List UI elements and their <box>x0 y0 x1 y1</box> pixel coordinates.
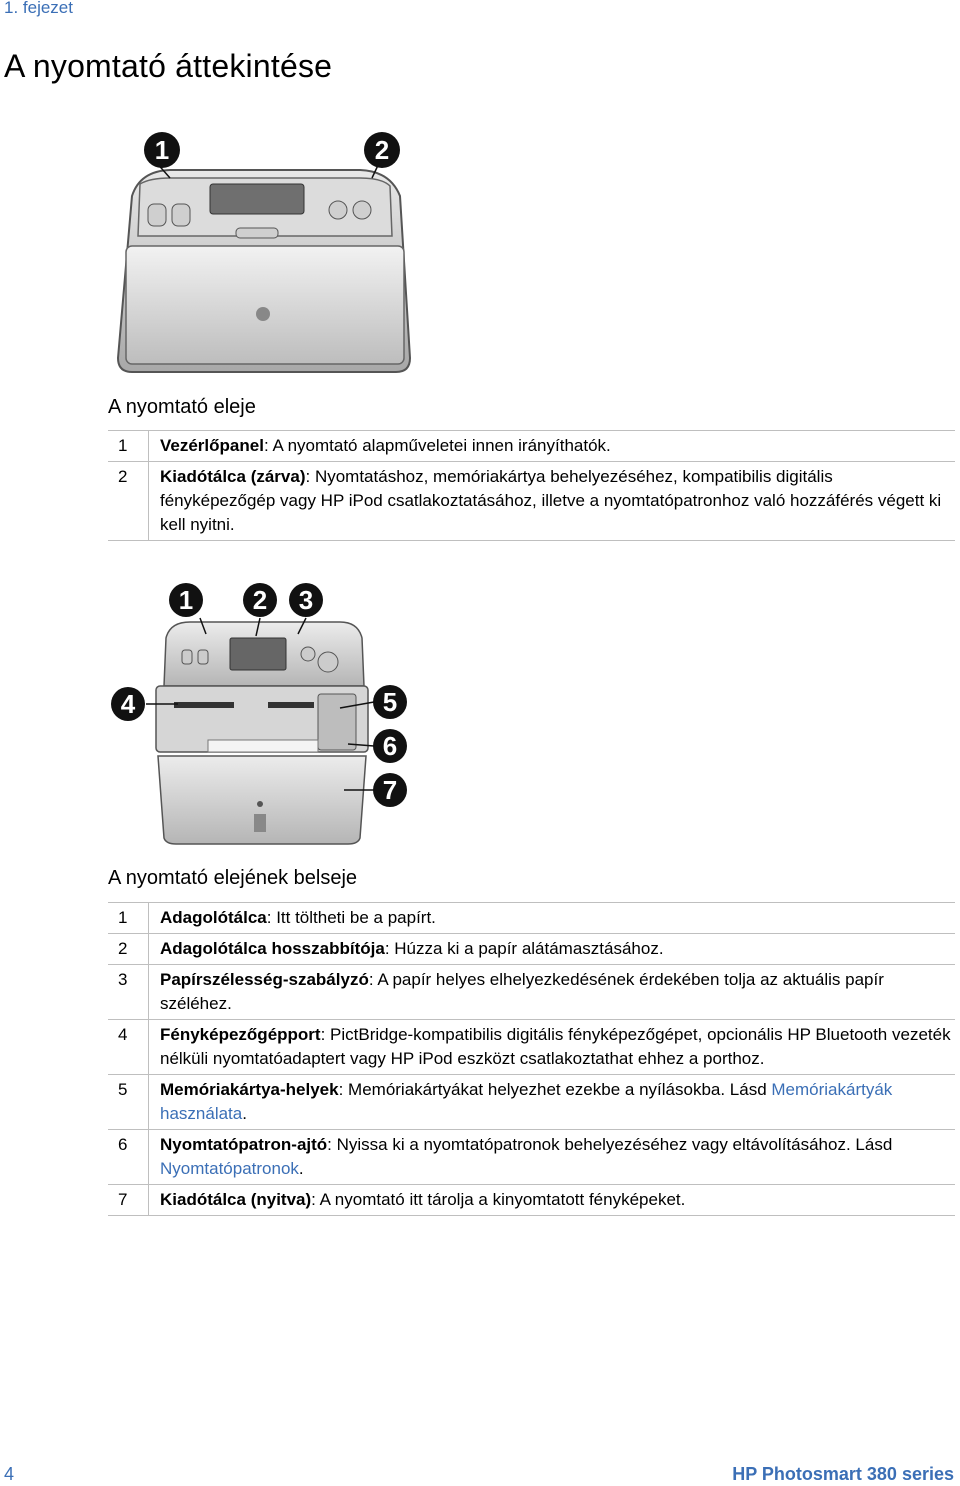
item-text: : Itt töltheti be a papírt. <box>266 908 436 927</box>
svg-text:5: 5 <box>382 687 398 717</box>
item-number: 7 <box>108 1185 149 1216</box>
item-number: 2 <box>108 934 149 965</box>
front-parts-table <box>108 430 955 541</box>
item-term: Kiadótálca (nyitva) <box>160 1190 312 1209</box>
svg-text:1: 1 <box>154 135 170 165</box>
page-number: 4 <box>4 1464 15 1484</box>
item-description <box>149 1130 956 1185</box>
item-tail: . <box>298 1159 304 1178</box>
callout-1 <box>169 583 203 617</box>
item-description <box>149 1185 956 1216</box>
section-title-front: A nyomtató eleje <box>108 396 256 418</box>
item-term: Fényképezőgépport <box>160 1025 321 1044</box>
link-memory-cards[interactable]: Memóriakártyák használata <box>160 1080 893 1123</box>
chapter-label: 1. fejezet <box>4 0 73 17</box>
callout-5 <box>373 685 407 719</box>
item-description <box>149 431 956 462</box>
page-title: A nyomtató áttekintése <box>4 48 333 84</box>
item-term: Vezérlőpanel <box>160 436 264 455</box>
section-title-inside: A nyomtató elejének belseje <box>108 867 358 889</box>
table-row <box>108 431 955 462</box>
printer-inside-illustration <box>108 576 414 848</box>
item-text: : Nyomtatáshoz, memóriakártya behelyezéséhez, kompatibilis digitális fényképezőgép vagy HP iPod csatlakoztatásához, illetve a nyomtatópatronhoz való hozzáférés végett ki kell nyitni. <box>160 467 942 534</box>
item-description <box>149 903 956 934</box>
item-term: Papírszélesség-szabályzó <box>160 970 369 989</box>
callout-3 <box>289 583 323 617</box>
item-term: Adagolótálca <box>160 908 267 927</box>
item-term: Adagolótálca hosszabbítója <box>160 939 385 958</box>
table-row <box>108 1075 955 1130</box>
item-text: : A papír helyes elhelyezkedésének érdekében tolja az aktuális papír széléhez. <box>160 970 884 1013</box>
item-text: : Memóriakártyákat helyezhet ezekbe a nyílásokba. Lásd <box>338 1080 772 1099</box>
callout-1 <box>144 132 180 168</box>
item-number: 6 <box>108 1130 149 1185</box>
item-text: : PictBridge-kompatibilis digitális fényképezőgépet, opcionális HP Bluetooth vezeték nélküli nyomtatóadaptert vagy HP iPod eszközt csatlakoztathat ehhez a porthoz. <box>160 1025 951 1068</box>
item-term: Kiadótálca (zárva) <box>160 467 306 486</box>
svg-text:6: 6 <box>382 731 398 761</box>
item-number: 1 <box>108 903 149 934</box>
item-text: : Húzza ki a papír alátámasztásához. <box>384 939 664 958</box>
table-row <box>108 462 955 541</box>
svg-text:2: 2 <box>252 585 268 615</box>
item-number: 4 <box>108 1020 149 1075</box>
svg-text:2: 2 <box>374 135 390 165</box>
item-description <box>149 1075 956 1130</box>
table-row <box>108 965 955 1020</box>
printer-front-illustration <box>110 126 420 378</box>
item-tail: . <box>242 1104 247 1123</box>
callout-2 <box>243 583 277 617</box>
callout-7 <box>373 773 407 807</box>
item-number: 2 <box>108 462 149 541</box>
item-description <box>149 965 956 1020</box>
item-term: Memóriakártya-helyek <box>160 1080 339 1099</box>
callout-4 <box>111 687 145 721</box>
callout-2 <box>364 132 400 168</box>
table-row <box>108 903 955 934</box>
item-description <box>149 462 956 541</box>
item-text: : A nyomtató itt tárolja a kinyomtatott fényképeket. <box>311 1190 686 1209</box>
item-description <box>149 934 956 965</box>
table-row <box>108 934 955 965</box>
callout-6 <box>373 729 407 763</box>
table-row <box>108 1130 955 1185</box>
item-description <box>149 1020 956 1075</box>
svg-text:4: 4 <box>120 689 136 719</box>
svg-text:1: 1 <box>178 585 194 615</box>
item-text: : A nyomtató alapműveletei innen irányíthatók. <box>263 436 611 455</box>
link-print-cartridges[interactable]: Nyomtatópatronok <box>160 1159 299 1178</box>
item-text: : Nyissa ki a nyomtatópatronok behelyezéséhez vagy eltávolításához. Lásd <box>327 1135 893 1154</box>
inside-parts-table <box>108 902 955 1216</box>
table-row <box>108 1020 955 1075</box>
item-number: 3 <box>108 965 149 1020</box>
table-row <box>108 1185 955 1216</box>
item-number: 1 <box>108 431 149 462</box>
svg-text:7: 7 <box>382 775 398 805</box>
footer-product: HP Photosmart 380 series <box>732 1464 954 1484</box>
svg-text:3: 3 <box>298 585 314 615</box>
item-term: Nyomtatópatron-ajtó <box>160 1135 328 1154</box>
item-number: 5 <box>108 1075 149 1130</box>
